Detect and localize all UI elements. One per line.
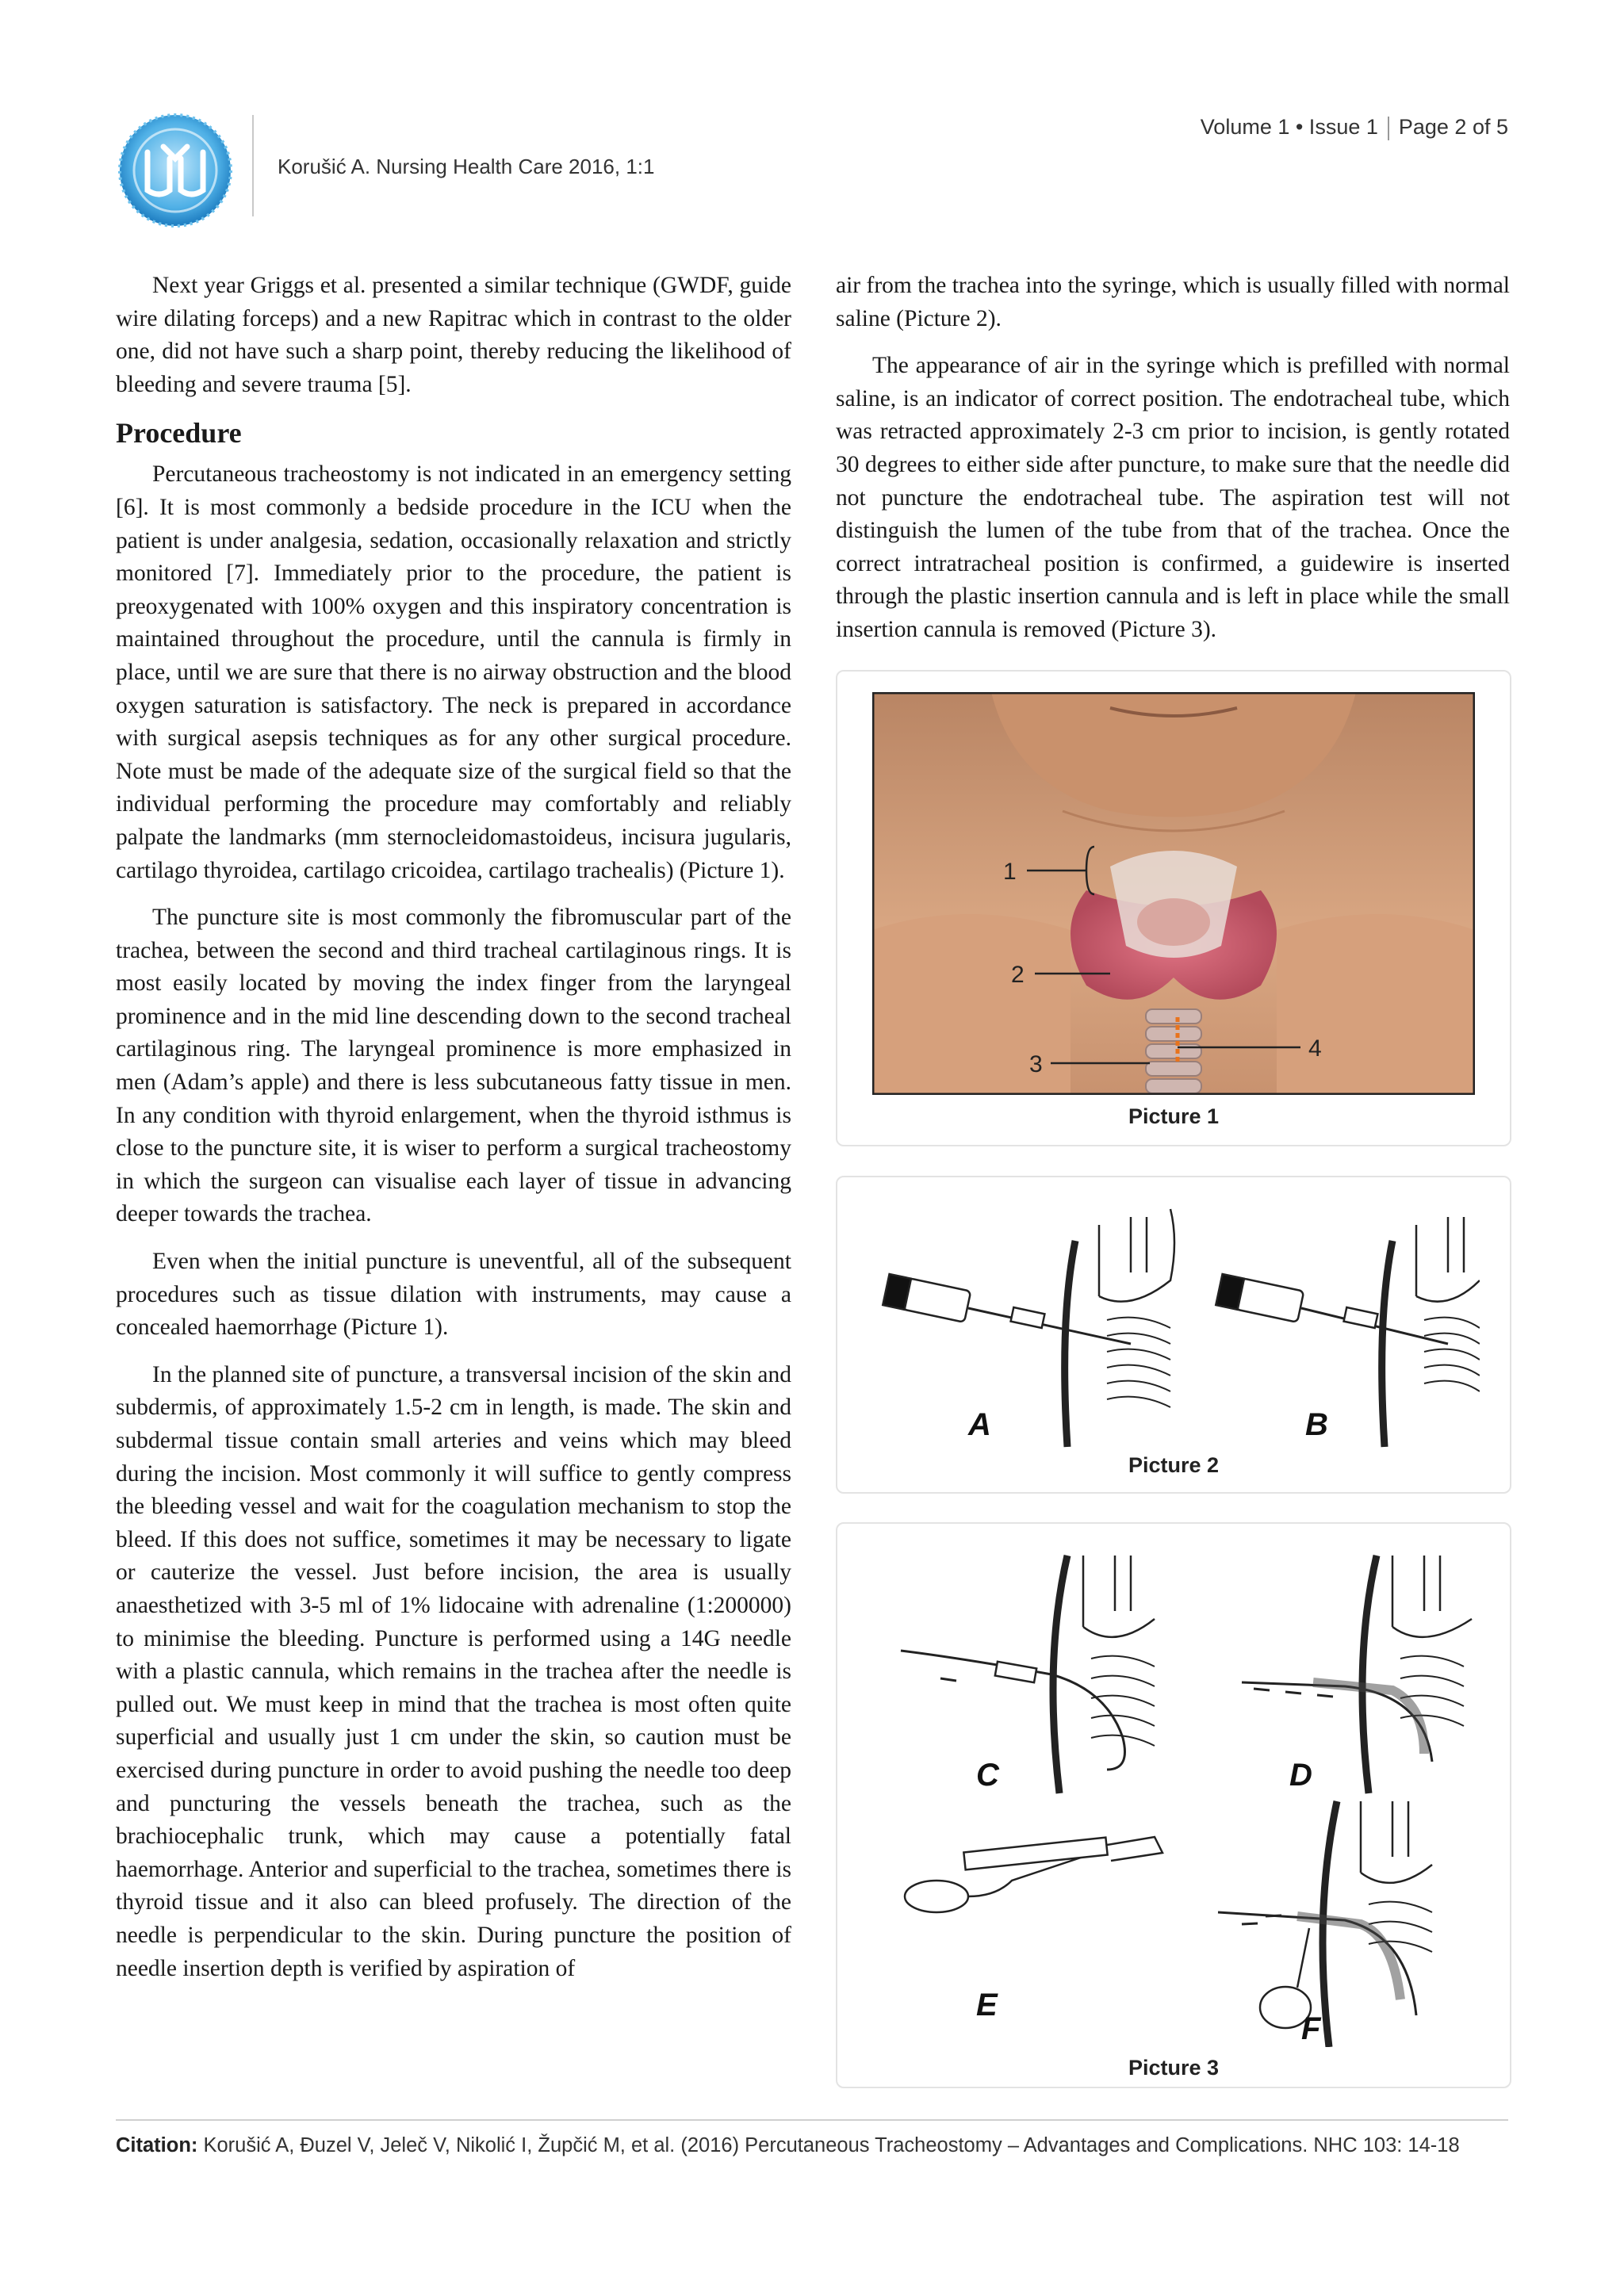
footer-divider xyxy=(116,2119,1508,2121)
figure-caption: Picture 1 xyxy=(1128,1104,1220,1128)
section-heading-procedure: Procedure xyxy=(116,417,242,450)
figure-label-3: 3 xyxy=(1029,1051,1043,1077)
citation xyxy=(116,2134,1519,2157)
issue-volume: Volume 1 • Issue 1 xyxy=(1200,115,1378,139)
neck-anatomy-illustration xyxy=(872,692,1475,1095)
page-number: Page 2 of 5 xyxy=(1398,115,1508,139)
header-divider xyxy=(252,115,254,216)
figure-label-f: F xyxy=(1301,2011,1321,2046)
paragraph: air from the trachea into the syringe, which is usually filled with normal saline (Picture 2). xyxy=(836,273,1510,331)
paragraph: In the planned site of puncture, a transversal incision of the skin and subdermis, of approximately 1.5-2 cm in length, is made. The skin and subdermal tissue contain small arteries and veins which may bleed during the incision. Most commonly it will suffice to gently compress the bleeding vessel and wait for the coagulation mechanism to stop the bleed. If this does not suffice, sometimes it may be necessary to ligate or cauterize the vessel. Just before incision, the area is usually anaesthetized with 3-5 ml of 1% lidocaine with adrenaline (1:200000) to minimise the bleeding. Puncture is performed using a 14G needle with a plastic cannula, which remains in the trachea after the needle is pulled out. We must keep in mind that the trachea is most often quite superficial and usually just 1 cm under the skin, so caution must be exercised during puncture in order to avoid pushing the needle too deep and puncturing the vessels beneath the trachea, such as the brachiocephalic trunk, which may cause a potentially fatal haemorrhage. Anterior and superficial to the trachea, sometimes there is thyroid tissue and it also can bleed profusely. The direction of the needle is perpendicular to the skin. During puncture the position of needle insertion depth is verified by aspiration of xyxy=(116,1361,791,1981)
figure-picture-2 xyxy=(836,1176,1511,1494)
figure-picture-1 xyxy=(836,670,1511,1146)
figure-label-c: C xyxy=(976,1758,999,1793)
left-column xyxy=(116,270,791,1999)
paragraph: Next year Griggs et al. presented a similar technique (GWDF, guide wire dilating forceps) and a new Rapitrac which in contrast to the older one, did not have such a sharp point, thereby reducing the likelihood of bleeding and severe trauma [5]. xyxy=(116,273,791,397)
figure-caption: Picture 3 xyxy=(1128,2056,1220,2080)
figure-caption: Picture 2 xyxy=(1128,1453,1220,1477)
figure-picture-3 xyxy=(836,1522,1511,2088)
figure-label-e: E xyxy=(976,1988,998,2022)
right-column xyxy=(836,270,1510,661)
figure-label-1: 1 xyxy=(1003,859,1017,885)
figure-label-b: B xyxy=(1305,1407,1328,1442)
issue-info xyxy=(1201,115,1508,140)
paragraph: Even when the initial puncture is uneventful, all of the subsequent procedures such as tissue dilation with instruments, may cause a concealed haemorrhage (Picture 1). xyxy=(116,1249,791,1341)
figure-label-d: D xyxy=(1289,1758,1312,1793)
paragraph: The puncture site is most commonly the fibromuscular part of the trachea, between the second and third tracheal cartilaginous rings. It is most easily located by moving the index finger from the laryngeal prominence and in the mid line descending down to the second tracheal cartilaginous ring. The laryngeal prominence is more emphasized in men (Adam’s apple) and there is less subcutaneous fatty tissue in men. In any condition with thyroid enlargement, when the thyroid isthmus is close to the puncture site, it is wiser to perform a surgical tracheostomy in which the surgeon can visualise each layer of tissue in advancing deeper towards the trachea. xyxy=(116,905,791,1227)
paragraph: The appearance of air in the syringe which is prefilled with normal saline, is an indicator of correct position. The endotracheal tube, which was retracted approximately 2-3 cm prior to incision, is gently rotated 30 degrees to either side after puncture, to make sure that the needle did not puncture the endotracheal tube. The aspiration test will not distinguish the lumen of the tube from that of the trachea. Once the correct intratracheal position is confirmed, a guidewire is inserted through the plastic insertion cannula and is left in place while the small insertion cannula is removed (Picture 3). xyxy=(836,353,1510,642)
citation-text: Korušić A, Đuzel V, Jeleč V, Nikolić I, Župčić M, et al. (2016) Percutaneous Tracheostomy – Advantages and Complications. NHC 103: 14-18 xyxy=(197,2134,1460,2156)
issue-separator xyxy=(1388,117,1389,140)
citation-label: Citation: xyxy=(116,2134,198,2156)
guidewire-insertion-illustration xyxy=(869,1540,1480,2047)
paragraph: Percutaneous tracheostomy is not indicated in an emergency setting [6]. It is most commonly a bedside procedure in the ICU when the patient is under analgesia, sedation, occasionally relaxation and strictly monitored [7]. Immediately prior to the procedure, the patient is preoxygenated with 100% oxygen and this inspiratory concentration is maintained throughout the procedure, until the cannula is firmly in place, until we are sure that there is no airway obstruction and the blood oxygen saturation is satisfactory. The neck is prepared in accordance with surgical asepsis techniques as for any other surgical procedure. Note must be made of the adequate size of the surgical field so that the individual performing the procedure may comfortably and reliably palpate the landmarks (mm sternocleidomastoideus, incisura jugularis, cartilago thyroidea, cartilago cricoidea, cartilago trachealis) (Picture 1). xyxy=(116,461,791,883)
figure-label-a: A xyxy=(968,1407,991,1442)
needle-puncture-illustration xyxy=(869,1193,1480,1455)
figure-label-2: 2 xyxy=(1011,962,1025,988)
journal-logo-icon xyxy=(116,111,235,230)
figure-label-4: 4 xyxy=(1308,1035,1322,1062)
journal-reference: Korušić A. Nursing Health Care 2016, 1:1 xyxy=(278,155,655,178)
